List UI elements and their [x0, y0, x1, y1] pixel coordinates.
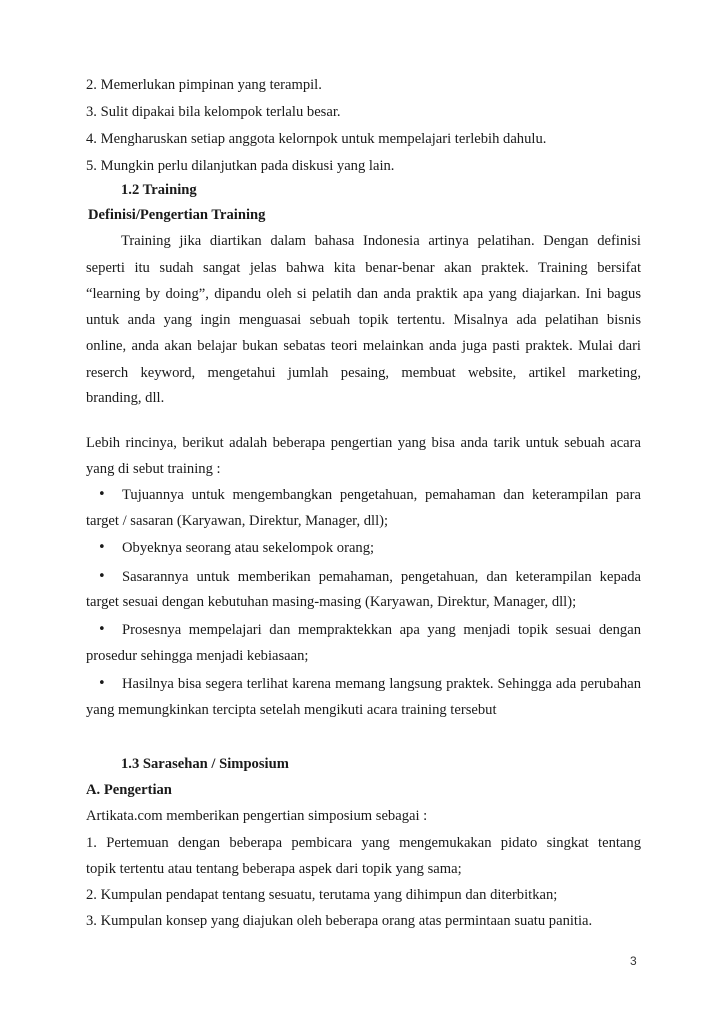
bullet-continuation: target / sasaran (Karyawan, Direktur, Manager, dll); — [86, 513, 389, 529]
paragraph-line: Training jika diartikan dalam bahasa Indonesia artinya pelatihan. Dengan definisi — [121, 233, 641, 249]
paragraph-line: seperti itu sudah sangat jelas bahwa kita benar-benar akan praktek. Training bersifat — [86, 260, 641, 276]
bullet-continuation: target sesuai dengan kebutuhan masing-masing (Karyawan, Direktur, Manager, dll); — [86, 594, 577, 610]
bullet-text: Tujuannya untuk mengembangkan pengetahuan, pemahaman dan keterampilan para — [122, 487, 641, 503]
list-item: 3. Sulit dipakai bila kelompok terlalu besar. — [86, 104, 341, 120]
bullet-text: Obyeknya seorang atau sekelompok orang; — [122, 540, 375, 556]
subheading-pengertian: A. Pengertian — [86, 782, 172, 798]
bullet-text: Hasilnya bisa segera terlihat karena memang langsung praktek. Sehingga ada perubahan — [122, 676, 641, 692]
bullet-icon: • — [98, 487, 106, 502]
intro-line: Lebih rincinya, berikut adalah beberapa pengertian yang bisa anda tarik untuk sebuah acara — [86, 435, 641, 451]
intro-line: yang di sebut training : — [86, 461, 221, 477]
bullet-icon: • — [98, 569, 106, 584]
subheading-definisi: Definisi/Pengertian Training — [88, 207, 266, 223]
list-item: 5. Mungkin perlu dilanjutkan pada diskusi yang lain. — [86, 158, 395, 174]
list-item: 4. Mengharuskan setiap anggota kelornpok untuk mempelajari terlebih dahulu. — [86, 131, 547, 147]
paragraph-line: “learning by doing”, dipandu oleh si pelatih dan anda praktik apa yang diajarkan. Ini bagus — [86, 286, 641, 302]
page-number: 3 — [630, 954, 637, 968]
bullet-continuation: prosedur sehingga menjadi kebiasaan; — [86, 648, 309, 664]
bullet-icon: • — [98, 540, 106, 555]
section-heading-training: 1.2 Training — [121, 182, 197, 198]
list-item: 3. Kumpulan konsep yang diajukan oleh beberapa orang atas permintaan suatu panitia. — [86, 913, 593, 929]
bullet-icon: • — [98, 676, 106, 691]
section-heading-sarasehan: 1.3 Sarasehan / Simposium — [121, 756, 289, 772]
list-item: 1. Pertemuan dengan beberapa pembicara yang mengemukakan pidato singkat tentang — [86, 835, 641, 851]
bullet-icon: • — [98, 622, 106, 637]
paragraph-line: reserch keyword, mengetahui jumlah pesaing, membuat website, artikel marketing, — [86, 365, 641, 381]
list-item: 2. Memerlukan pimpinan yang terampil. — [86, 77, 322, 93]
intro-line: Artikata.com memberikan pengertian simposium sebagai : — [86, 808, 428, 824]
bullet-continuation: yang memungkinkan tercipta setelah mengikuti acara training tersebut — [86, 702, 497, 718]
paragraph-line: untuk anda yang ingin menguasai sebuah topik tertentu. Misalnya ada pelatihan bisnis — [86, 312, 641, 328]
list-item: 2. Kumpulan pendapat tentang sesuatu, terutama yang dihimpun dan diterbitkan; — [86, 887, 558, 903]
bullet-text: Sasarannya untuk memberikan pemahaman, pengetahuan, dan keterampilan kepada — [122, 569, 641, 585]
list-item-continuation: topik tertentu atau tentang beberapa aspek dari topik yang sama; — [86, 861, 462, 877]
paragraph-line: branding, dll. — [86, 390, 165, 406]
paragraph-line: online, anda akan belajar bukan sebatas teori melainkan anda juga pasti praktek. Mulai dari — [86, 338, 641, 354]
bullet-text: Prosesnya mempelajari dan mempraktekkan apa yang menjadi topik sesuai dengan — [122, 622, 641, 638]
